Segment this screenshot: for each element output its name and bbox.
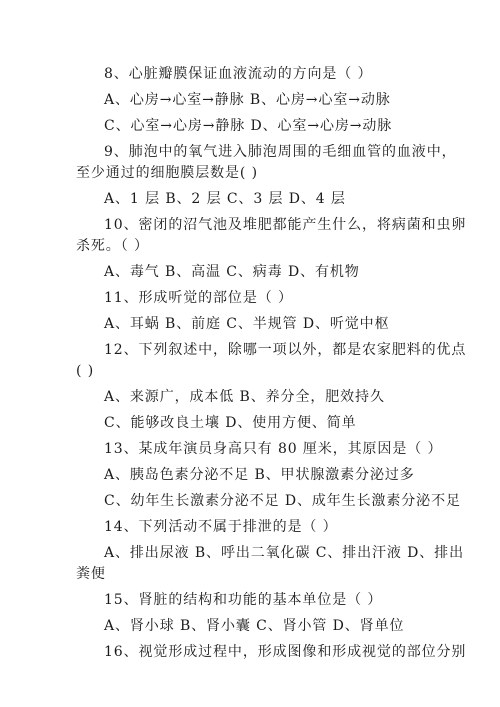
question-8-options-cd: C、心室→心房→静脉 D、心室→心房→动脉 [104,118,393,134]
question-8: 8、心脏瓣膜保证血液流动的方向是（ ） [104,66,373,82]
question-9: 9、肺泡中的氧气进入肺泡周围的毛细血管的血液中， [104,144,457,160]
question-14-options: A、排出尿液 B、呼出二氧化碳 C、排出汗液 D、排出 [104,545,464,561]
question-16: 16、视觉形成过程中，形成图像和形成视觉的部位分别 [104,644,467,660]
question-11-options: A、耳蜗 B、前庭 C、半规管 D、听觉中枢 [104,316,390,332]
question-13: 13、某成年演员身高只有 80 厘米，其原因是（ ） [104,441,443,457]
question-10-options: A、毒气 B、高温 C、病毒 D、有机物 [104,264,360,280]
question-14: 14、下列活动不属于排泄的是（ ） [104,519,338,535]
question-8-options-ab: A、心房→心室→静脉 B、心房→心室→动脉 [104,92,391,108]
question-11: 11、形成听觉的部位是（ ） [104,290,293,306]
question-10-continued: 杀死。（ ） [76,238,149,254]
question-9-continued: 至少通过的细胞膜层数是( ) [76,165,258,181]
question-13-options-cd: C、幼年生长激素分泌不足 D、成年生长激素分泌不足 [104,493,461,509]
question-9-options: A、1 层 B、2 层 C、3 层 D、4 层 [104,191,346,207]
question-15: 15、肾脏的结构和功能的基本单位是（ ） [104,592,383,608]
question-12-options-cd: C、能够改良土壤 D、使用方便、简单 [104,415,357,431]
question-13-options-ab: A、胰岛色素分泌不足 B、甲状腺激素分泌过多 [104,467,415,483]
question-15-options: A、肾小球 B、肾小囊 C、肾小管 D、肾单位 [104,618,405,634]
question-12-options-ab: A、来源广，成本低 B、养分全，肥效持久 [104,389,385,405]
question-12: 12、下列叙述中，除哪一项以外，都是农家肥料的优点 [104,342,467,358]
question-10: 10、密闭的沼气池及堆肥都能产生什么，将病菌和虫卵 [104,217,467,233]
question-14-continued: 粪便 [76,566,106,582]
question-12-continued: ( ) [76,363,95,379]
